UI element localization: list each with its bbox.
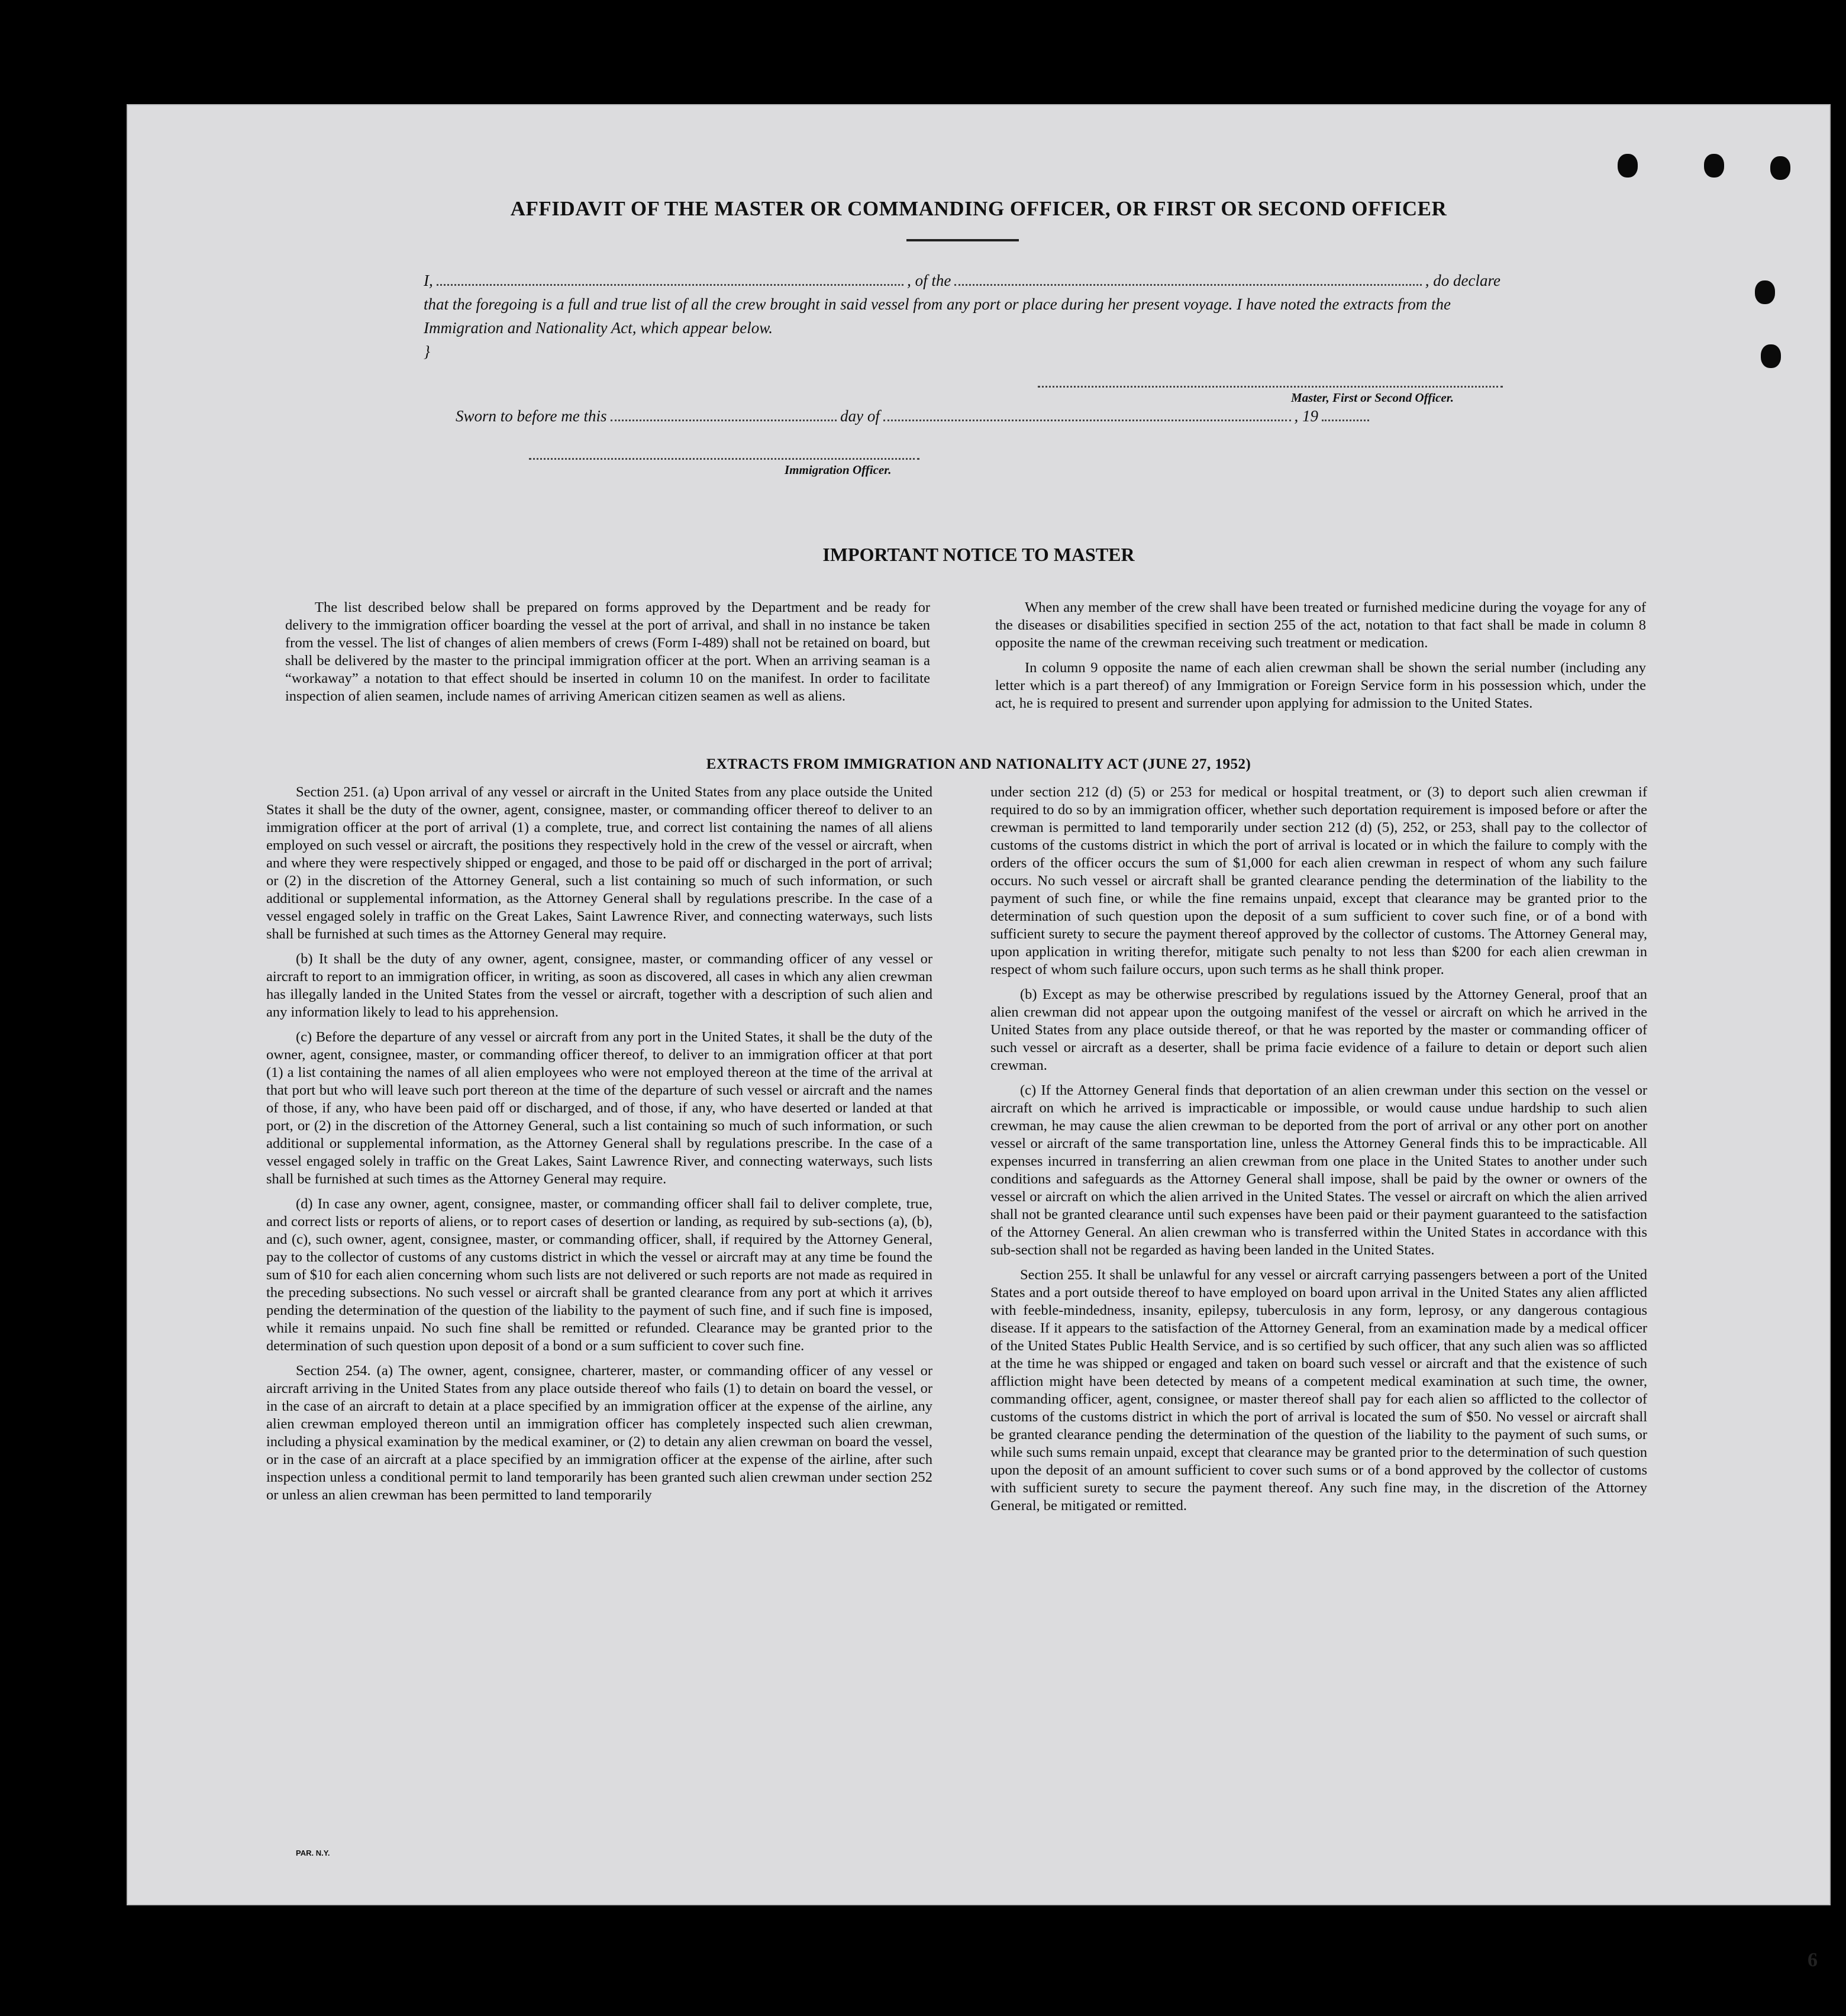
punch-hole [1755,280,1775,304]
declaration-block: I, , of the , do declare that the foregoing is a full and true list of all the crew brought in said vessel from any port or place during her present voyage. I have noted the extracts from the Immigration and Nationality Act, which appear below. } [424,269,1500,363]
act-paragraph: Section 255. It shall be unlawful for any vessel or aircraft carrying passengers between a port of the United States and a port outside thereof to have employed on board upon arrival in the United States any alien afflicted with feeble-mindedness, insanity, epilepsy, tuberculosis in any form, leprosy, or any dangerous contagious disease. If it appears to the satisfaction of the Attorney General, from an examination made by a medical officer of the United States Public Health Service, and is so certified by such officer, that any such alien was so afflicted at the time he was shipped or engaged and taken on board such vessel or aircraft and that the existence of such affliction might have been detected by means of a competent medical examination at such time, the owner, commanding officer, agent, consignee, or master thereof shall pay for each alien so afflicted to the collector of customs of the customs district in which the port of arrival is located the sum of $50. No vessel or aircraft shall be granted clearance pending the determination of the question of the liability to the payment of such sums, or while such sums remain unpaid, except that clearance may be granted prior to the determination of such question upon the deposit of an amount sufficient to cover such sums or of a bond approved by the collector of customs with sufficient surety to secure the payment thereof. Any such fine may, in the discretion of the Attorney General, be mitigated or remitted. [990,1267,1647,1514]
punch-hole [1770,156,1790,180]
affidavit-title: AFFIDAVIT OF THE MASTER OR COMMANDING OFFICER, OR FIRST OR SECOND OFFICER [510,197,1447,220]
day-of-label: day of [840,407,880,425]
notice-paragraph: The list described below shall be prepared on forms approved by the Department and be ready for delivery to the immigration officer boarding the vessel at the port of arrival, and shall in no instance be taken from the vessel. The list of changes of alien members of crews (Form I-489) shall not be retained on board, but shall be delivered by the master to the principal immigration officer at the port. When an arriving seaman is a “workaway” a notation to that effect should be inserted in column 10 on the manifest. In order to facilitate inspection of alien seamen, include names of arriving American citizen seamen as well as aliens. [285,599,930,704]
notice-left-column [285,599,930,712]
notice-right-column [995,599,1646,720]
vessel-blank[interactable] [954,284,1421,286]
act-paragraph: (b) Except as may be otherwise prescribed by regulations issued by the Attorney General, proof that an alien crewman did not appear upon the outgoing manifest of the vessel or aircraft on which he arrived in the United States from any place outside thereof, or that he was reported by the master or commanding officer of such vessel or aircraft as a deserter, shall be prima facie evidence of a failure to detain or deport such alien crewman. [990,986,1647,1073]
sworn-day-blank[interactable] [611,420,837,421]
sworn-year-blank[interactable] [1322,420,1369,421]
act-paragraph: Section 251. (a) Upon arrival of any vessel or aircraft in the United States from any place outside the United States it shall be the duty of the owner, agent, consignee, master, or commanding officer thereof to deliver to an immigration officer at the port of arrival (1) a complete, true, and correct list containing the names of all aliens employed on such vessel or aircraft, the positions they respectively hold in the crew of the vessel or aircraft, when and where they were respectively shipped or engaged, and those to be paid off or discharged in the port of arrival; or (2) in the discretion of the Attorney General, such a list containing so much of such information, or such additional or supplemental information, as the Attorney General shall by regulations prescribe. In the case of a vessel engaged solely in traffic on the Great Lakes, Saint Lawrence River, and connecting waterways, such lists shall be furnished at such times as the Attorney General may require. [266,784,932,942]
declare-label: , do declare [1425,272,1500,289]
extracts-left-column [266,783,932,1511]
name-blank[interactable] [437,284,903,286]
act-paragraph: Section 254. (a) The owner, agent, consignee, charterer, master, or commanding officer of any vessel or aircraft arriving in the United States from any place outside thereof who fails (1) to detain on board the vessel, or in the case of an aircraft to detain at a place specified by an immigration officer at the expense of the airline, any alien crewman employed thereon until an immigration officer has completely inspected such alien crewman, including a physical examination by the medical examiner, or (2) to detain any alien crewman on board the vessel, or in the case of an aircraft at a place specified by an immigration officer at the expense of the airline, after such inspection unless a conditional permit to land temporarily has been granted such alien crewman under section 252 or unless an alien crewman has been permitted to land temporarily [266,1363,932,1503]
notice-paragraph: In column 9 opposite the name of each alien crewman shall be shown the serial number (including any letter which is a part thereof) of any Immigration or Foreign Service form in his possession which, under the act, he is required to present and surrender upon applying for admission to the United States. [995,660,1646,711]
page-stamp: 6 [1808,1949,1818,1971]
act-paragraph: (d) In case any owner, agent, consignee, master, or commanding officer shall fail to deliver complete, true, and correct lists or reports of aliens, or to report cases of desertion or landing, as required by sub-sections (a), (b), and (c), such owner, agent, consignee, master, or commanding officer, shall, if required by the Attorney General, pay to the collector of customs of any customs district in which the vessel or aircraft may at any time be found the sum of $10 for each alien concerning whom such lists are not delivered or such reports are not made as required in the preceding subsections. No such vessel or aircraft shall be granted clearance from any port at which it arrives pending the determination of the question of the liability to the payment of such fine, and if such fine is imposed, while it remains unpaid. No such fine shall be remitted or refunded. Clearance may be granted prior to the determination of such question upon deposit of a bond or a sum sufficient to cover such fine. [266,1196,932,1354]
act-paragraph: (b) It shall be the duty of any owner, agent, consignee, master, or commanding officer of any vessel or aircraft to report to an immigration officer, in writing, as soon as discovered, all cases in which any alien crewman has illegally landed in the United States from the vessel or aircraft, together with a description of such alien and any information likely to lead to his apprehension. [266,951,932,1020]
punch-hole [1761,344,1781,368]
title-underline [906,239,1019,241]
master-signature-line[interactable] [1038,386,1503,388]
immigration-officer-signature-line[interactable] [529,458,919,460]
sworn-label: Sworn to before me this [456,407,607,425]
notice-paragraph: When any member of the crew shall have been treated or furnished medicine during the voyage for any of the diseases or disabilities specified in section 255 of the act, notation to that fact shall be made in column 8 opposite the name of the crewman receiving such treatment or medication. [995,599,1646,651]
act-paragraph: (c) If the Attorney General finds that deportation of an alien crewman under this section on the vessel or aircraft on which he arrived is impracticable or impossible, or would cause undue hardship to such alien crewman, he may cause the alien crewman to be deported from the port of arrival or any other port on another vessel or aircraft of the same transportation line, unless the Attorney General finds this to be impracticable. All expenses incurred in transferring an alien crewman from one place in the United States to another under such conditions and safeguards as the Attorney General shall impose, shall be paid by the owner or owners of the vessel or aircraft on which the alien arrived in the United States. The vessel or aircraft on which the alien arrived shall not be granted clearance until such expenses have been paid or their payment guaranteed to the satisfaction of the Attorney General. An alien crewman who is transferred within the United States in accordance with this sub-section shall not be regarded as having been landed in the United States. [990,1082,1647,1258]
act-paragraph: (c) Before the departure of any vessel or aircraft from any port in the United States, it shall be the duty of the owner, agent, consignee, master, or commanding officer thereof, to deliver to an immigration officer at that port (1) a list containing the names of all alien employees who were not employed thereon at the time of the arrival at that port but who will leave such port thereon at the time of the departure of such vessel or aircraft and the names of those, if any, who have been paid off or discharged, and of those, if any, who have deserted or landed at that port, or (2) in the discretion of the Attorney General, such a list containing so much of such information, or such additional or supplemental information, as the Attorney General shall by regulations prescribe. In the case of a vessel engaged solely in traffic on the Great Lakes, Saint Lawrence River, and connecting waterways, such lists shall be furnished at such times as the Attorney General may require. [266,1029,932,1187]
sworn-month-blank[interactable] [883,420,1291,421]
document-page [127,104,1831,1971]
year-label: , 19 [1294,407,1318,425]
extracts-title: EXTRACTS FROM IMMIGRATION AND NATIONALITY ACT (JUNE 27, 1952) [706,756,1251,772]
punch-hole [1704,154,1724,178]
immigration-officer-caption: Immigration Officer. [785,463,892,477]
punch-hole [1618,154,1638,178]
sworn-row [456,407,1373,426]
of-the-label: , of the [907,272,951,289]
master-caption: Master, First or Second Officer. [1291,391,1454,405]
printer-mark: PAR. N.Y. [296,1849,330,1857]
notice-title: IMPORTANT NOTICE TO MASTER [822,544,1135,565]
extracts-right-column [990,783,1647,1522]
act-paragraph: under section 212 (d) (5) or 253 for medical or hospital treatment, or (3) to deport such alien crewman if required to do so by an immigration officer, whether such deportation requirement is imposed before or after the crewman is permitted to land temporarily under section 212 (d) (5), 252, or 253, shall pay to the collector of customs of the customs district in which the port of arrival is located or in which the failure to comply with the orders of the officer occurs the sum of $1,000 for each alien crewman in respect of whom any such failure occurs. No such vessel or aircraft shall be granted clearance pending the determination of the liability to the payment of such fine, or while the fine remains unpaid, except that clearance may be granted prior to the determination of such question upon the deposit of a sum sufficient to cover such fine, or of a bond with sufficient surety to secure the payment thereof approved by the collector of customs. The Attorney General may, upon application in writing therefor, mitigate such penalty to not less than $200 for each alien crewman in respect of whom such failure occurs, upon such terms as he shall think proper. [990,784,1647,978]
i-label: I, [424,272,433,289]
declaration-text: that the foregoing is a full and true list of all the crew brought in said vessel from any port or place during her present voyage. I have noted the extracts from the Immigration and Nationality Act, which appear below. [424,295,1451,337]
